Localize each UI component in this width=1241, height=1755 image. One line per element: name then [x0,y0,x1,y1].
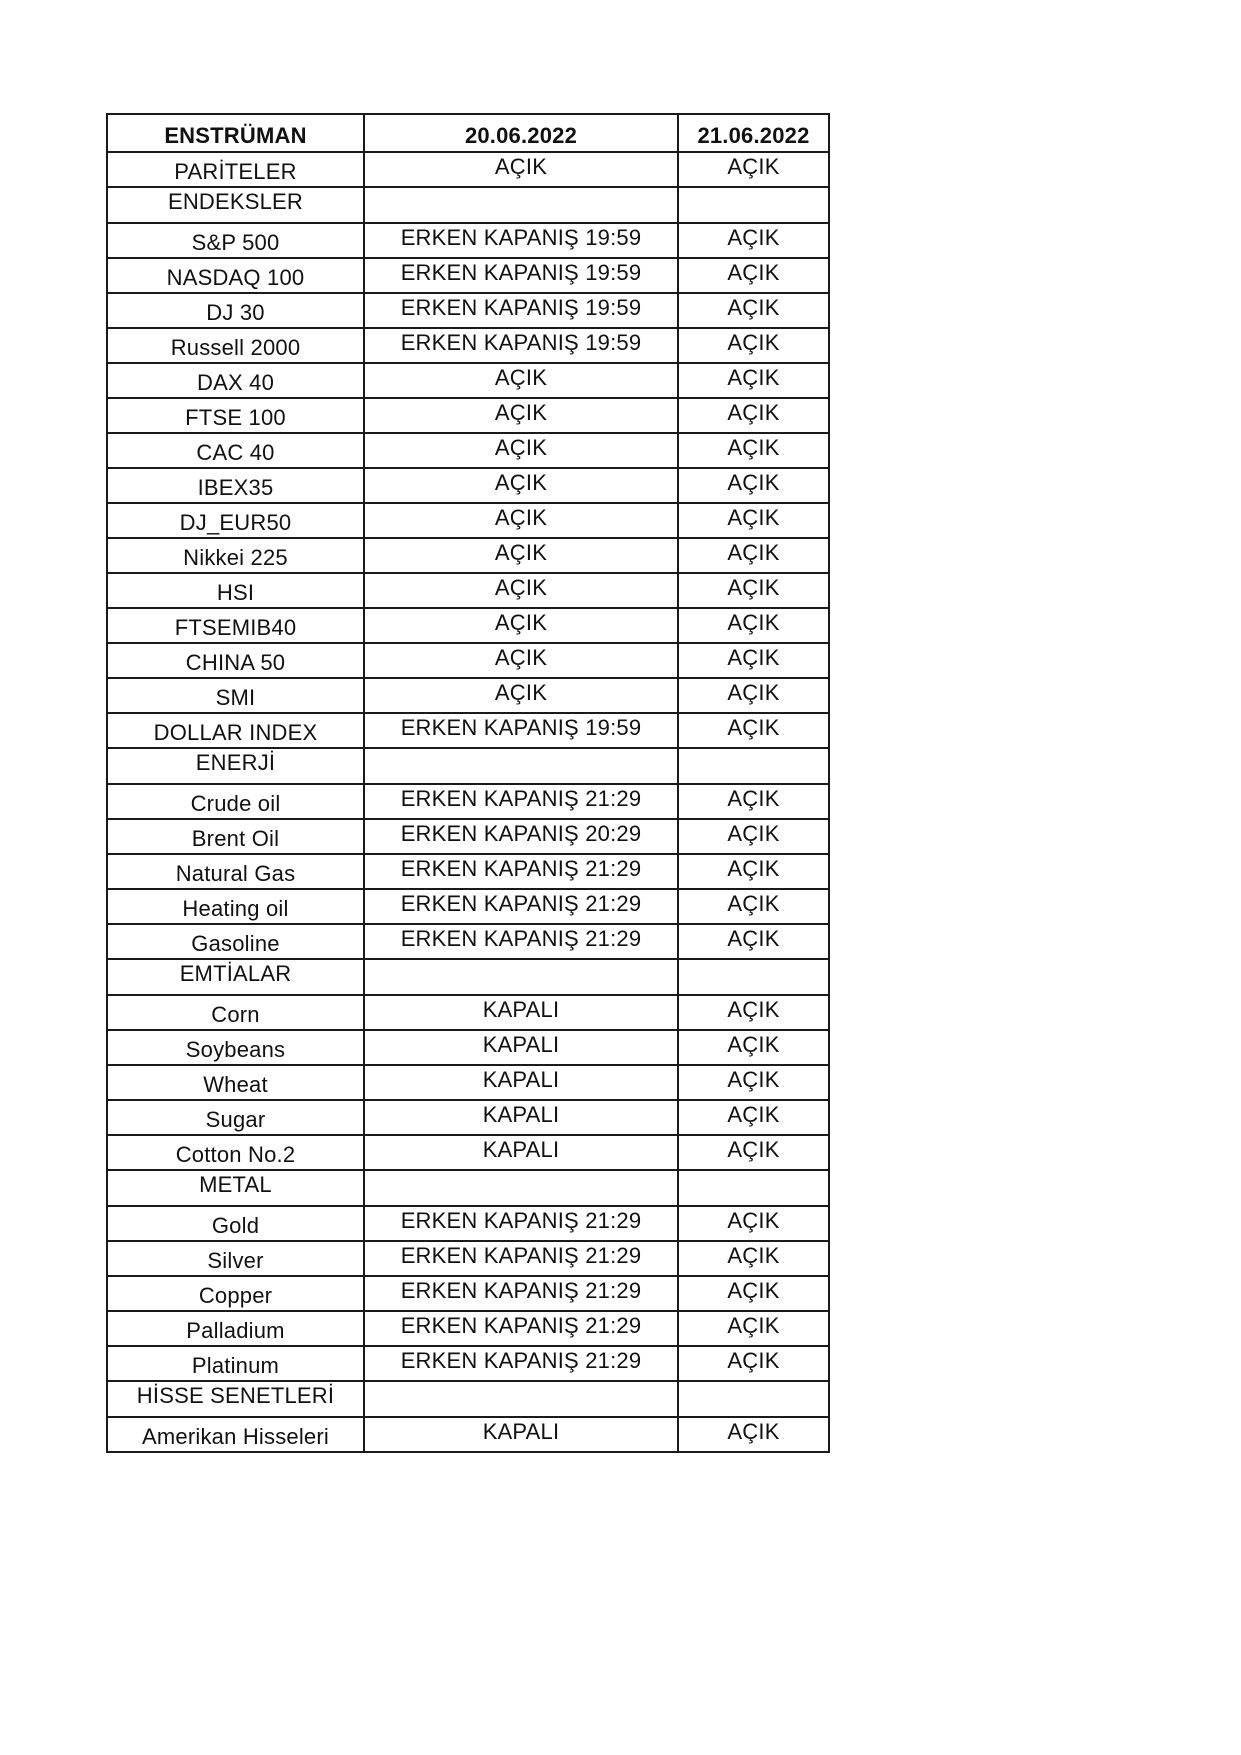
status-cell-20-06: ERKEN KAPANIŞ 19:59 [364,258,678,293]
instrument-cell: Corn [107,995,364,1030]
instrument-cell: DJ_EUR50 [107,503,364,538]
status-cell-20-06 [364,1381,678,1417]
status-cell-20-06: KAPALI [364,1030,678,1065]
table-row [107,748,829,784]
status-cell-20-06: ERKEN KAPANIŞ 21:29 [364,1276,678,1311]
instrument-cell: Wheat [107,1065,364,1100]
instrument-cell: IBEX35 [107,468,364,503]
status-cell-21-06: AÇIK [678,503,829,538]
instrument-cell: S&P 500 [107,223,364,258]
instrument-cell: Soybeans [107,1030,364,1065]
table-row [107,398,829,433]
status-cell-21-06: AÇIK [678,398,829,433]
status-cell-20-06: KAPALI [364,1417,678,1452]
trading-hours-table [106,113,830,1453]
table-row [107,293,829,328]
table-row [107,1276,829,1311]
status-cell-21-06 [678,187,829,223]
table-row [107,328,829,363]
table-row [107,854,829,889]
table-row [107,433,829,468]
status-cell-21-06: AÇIK [678,538,829,573]
instrument-cell: Natural Gas [107,854,364,889]
table-row [107,1135,829,1170]
instrument-cell: Crude oil [107,784,364,819]
status-cell-21-06: AÇIK [678,1206,829,1241]
status-cell-21-06: AÇIK [678,854,829,889]
table-row [107,1065,829,1100]
status-cell-20-06: ERKEN KAPANIŞ 21:29 [364,1241,678,1276]
status-cell-20-06: AÇIK [364,433,678,468]
table-row [107,1030,829,1065]
status-cell-21-06: AÇIK [678,678,829,713]
status-cell-20-06: ERKEN KAPANIŞ 21:29 [364,854,678,889]
header-date-2: 21.06.2022 [678,114,829,152]
status-cell-21-06: AÇIK [678,293,829,328]
status-cell-21-06: AÇIK [678,258,829,293]
status-cell-21-06: AÇIK [678,608,829,643]
status-cell-20-06: AÇIK [364,398,678,433]
status-cell-20-06: ERKEN KAPANIŞ 21:29 [364,924,678,959]
table-row [107,1206,829,1241]
table-row [107,1417,829,1452]
instrument-cell: ENERJİ [107,748,364,784]
table-row [107,1170,829,1206]
status-cell-20-06: KAPALI [364,1065,678,1100]
table-body [107,152,829,1452]
table-row [107,1241,829,1276]
status-cell-20-06: ERKEN KAPANIŞ 21:29 [364,1311,678,1346]
status-cell-20-06 [364,1170,678,1206]
table-row [107,187,829,223]
status-cell-20-06: ERKEN KAPANIŞ 21:29 [364,784,678,819]
status-cell-21-06 [678,959,829,995]
table-row [107,1311,829,1346]
status-cell-20-06: ERKEN KAPANIŞ 19:59 [364,328,678,363]
instrument-cell: ENDEKSLER [107,187,364,223]
status-cell-21-06: AÇIK [678,433,829,468]
instrument-cell: Silver [107,1241,364,1276]
status-cell-20-06: ERKEN KAPANIŞ 19:59 [364,293,678,328]
status-cell-20-06: ERKEN KAPANIŞ 21:29 [364,1206,678,1241]
instrument-cell: Sugar [107,1100,364,1135]
status-cell-20-06: ERKEN KAPANIŞ 20:29 [364,819,678,854]
table-row [107,924,829,959]
instrument-cell: NASDAQ 100 [107,258,364,293]
status-cell-20-06 [364,748,678,784]
status-cell-21-06: AÇIK [678,1065,829,1100]
instrument-cell: DJ 30 [107,293,364,328]
instrument-cell: Brent Oil [107,819,364,854]
status-cell-21-06: AÇIK [678,1241,829,1276]
status-cell-21-06: AÇIK [678,1135,829,1170]
status-cell-20-06: KAPALI [364,1100,678,1135]
status-cell-21-06: AÇIK [678,1100,829,1135]
table-row [107,503,829,538]
status-cell-21-06: AÇIK [678,363,829,398]
table-row [107,1346,829,1381]
instrument-cell: PARİTELER [107,152,364,187]
status-cell-20-06: KAPALI [364,995,678,1030]
status-cell-21-06 [678,1381,829,1417]
status-cell-21-06 [678,748,829,784]
status-cell-21-06: AÇIK [678,1276,829,1311]
table-row [107,889,829,924]
instrument-cell: CAC 40 [107,433,364,468]
instrument-cell: Nikkei 225 [107,538,364,573]
status-cell-21-06: AÇIK [678,784,829,819]
table-row [107,223,829,258]
status-cell-20-06: ERKEN KAPANIŞ 21:29 [364,1346,678,1381]
status-cell-20-06: ERKEN KAPANIŞ 21:29 [364,889,678,924]
status-cell-20-06: AÇIK [364,503,678,538]
table-row [107,573,829,608]
status-cell-21-06: AÇIK [678,713,829,748]
status-cell-20-06: AÇIK [364,643,678,678]
table-row [107,608,829,643]
instrument-cell: Amerikan Hisseleri [107,1417,364,1452]
status-cell-21-06: AÇIK [678,889,829,924]
status-cell-20-06: AÇIK [364,152,678,187]
header-instrument: ENSTRÜMAN [107,114,364,152]
table-row [107,819,829,854]
table-row [107,538,829,573]
instrument-cell: Gasoline [107,924,364,959]
table-row [107,1100,829,1135]
table-row [107,995,829,1030]
instrument-cell: Palladium [107,1311,364,1346]
status-cell-20-06: AÇIK [364,608,678,643]
instrument-cell: FTSE 100 [107,398,364,433]
status-cell-20-06 [364,187,678,223]
table-row [107,363,829,398]
instrument-cell: FTSEMIB40 [107,608,364,643]
status-cell-21-06 [678,1170,829,1206]
status-cell-20-06: ERKEN KAPANIŞ 19:59 [364,713,678,748]
table-row [107,959,829,995]
table-row [107,713,829,748]
instrument-cell: HSI [107,573,364,608]
instrument-cell: EMTİALAR [107,959,364,995]
table-row [107,678,829,713]
instrument-cell: SMI [107,678,364,713]
status-cell-20-06 [364,959,678,995]
status-cell-21-06: AÇIK [678,468,829,503]
status-cell-21-06: AÇIK [678,328,829,363]
status-cell-21-06: AÇIK [678,643,829,678]
status-cell-21-06: AÇIK [678,1311,829,1346]
instrument-cell: HİSSE SENETLERİ [107,1381,364,1417]
status-cell-21-06: AÇIK [678,1417,829,1452]
status-cell-20-06: AÇIK [364,363,678,398]
status-cell-21-06: AÇIK [678,152,829,187]
table-row [107,643,829,678]
instrument-cell: DAX 40 [107,363,364,398]
status-cell-20-06: AÇIK [364,678,678,713]
status-cell-21-06: AÇIK [678,573,829,608]
status-cell-21-06: AÇIK [678,223,829,258]
instrument-cell: METAL [107,1170,364,1206]
table-row [107,784,829,819]
table-row [107,468,829,503]
status-cell-21-06: AÇIK [678,924,829,959]
instrument-cell: Cotton No.2 [107,1135,364,1170]
instrument-cell: CHINA 50 [107,643,364,678]
instrument-cell: DOLLAR INDEX [107,713,364,748]
instrument-cell: Russell 2000 [107,328,364,363]
status-cell-21-06: AÇIK [678,1346,829,1381]
table-header [107,114,829,152]
instrument-cell: Gold [107,1206,364,1241]
status-cell-21-06: AÇIK [678,995,829,1030]
header-row [107,114,829,152]
status-cell-21-06: AÇIK [678,1030,829,1065]
instrument-cell: Heating oil [107,889,364,924]
header-date-1: 20.06.2022 [364,114,678,152]
status-cell-20-06: KAPALI [364,1135,678,1170]
status-cell-20-06: AÇIK [364,468,678,503]
status-cell-20-06: AÇIK [364,573,678,608]
status-cell-20-06: AÇIK [364,538,678,573]
status-cell-20-06: ERKEN KAPANIŞ 19:59 [364,223,678,258]
instrument-cell: Platinum [107,1346,364,1381]
status-cell-21-06: AÇIK [678,819,829,854]
table-row [107,258,829,293]
table-row [107,1381,829,1417]
table-row [107,152,829,187]
instrument-cell: Copper [107,1276,364,1311]
